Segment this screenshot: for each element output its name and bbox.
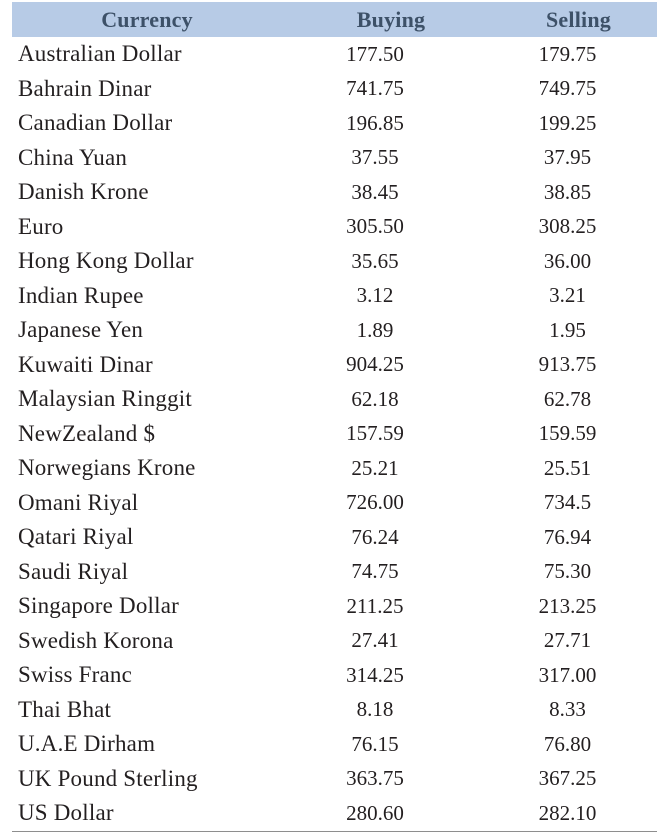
- selling-rate-cell: 749.75: [538, 76, 597, 101]
- buying-rate-cell: 38.45: [351, 179, 399, 204]
- selling-rate-cell: 308.25: [538, 214, 597, 239]
- table-row: [12, 279, 657, 314]
- table-row: [12, 658, 657, 693]
- selling-rate-cell: 8.33: [549, 697, 586, 722]
- table-row: [12, 37, 657, 72]
- currency-name-cell: US Dollar: [12, 796, 282, 831]
- selling-rate-cell: 734.5: [543, 490, 592, 515]
- table-row: [12, 417, 657, 452]
- selling-rate-cell: 199.25: [538, 110, 597, 135]
- table-row: [12, 348, 657, 383]
- table-row: [12, 624, 657, 659]
- buying-rate-cell: 177.50: [346, 41, 404, 66]
- table-row: [12, 313, 657, 348]
- currency-name-cell: Malaysian Ringgit: [18, 386, 192, 412]
- currency-name-cell: Kuwaiti Dinar: [18, 351, 153, 377]
- currency-name-cell: UK Pound Sterling: [18, 765, 198, 791]
- selling-rate-cell: 75.30: [543, 559, 592, 584]
- table-row: [12, 520, 657, 555]
- selling-rate-cell: 25.51: [543, 455, 592, 480]
- selling-rate-cell: 62.78: [543, 386, 592, 411]
- currency-name-cell: Swiss Franc: [18, 662, 133, 688]
- currency-name-cell: Hong Kong Dollar: [18, 248, 194, 274]
- table-row: [12, 555, 657, 590]
- currency-name-cell: Norwegians Krone: [18, 455, 196, 481]
- selling-rate-cell: 1.95: [549, 317, 586, 342]
- buying-rate-cell: 280.60: [282, 796, 500, 831]
- selling-rate-cell: 367.25: [538, 766, 597, 791]
- table-row: [12, 693, 657, 728]
- currency-name-cell: Omani Riyal: [18, 489, 139, 515]
- table-row: [12, 72, 657, 107]
- table-row: [12, 244, 657, 279]
- currency-name-cell: Swedish Korona: [18, 627, 174, 653]
- currency-name-cell: Bahrain Dinar: [18, 75, 152, 101]
- buying-rate-cell: 904.25: [346, 352, 404, 377]
- currency-name-cell: Saudi Riyal: [18, 558, 129, 584]
- table-row: [12, 589, 657, 624]
- buying-rate-cell: 211.25: [346, 593, 404, 618]
- table-row: [12, 762, 657, 797]
- table-row: [12, 141, 657, 176]
- header-buying: Buying: [356, 6, 426, 32]
- table-row: [12, 106, 657, 141]
- table-row: [12, 486, 657, 521]
- selling-rate-cell: 317.00: [538, 662, 597, 687]
- selling-rate-cell: 37.95: [543, 145, 592, 170]
- buying-rate-cell: 363.75: [346, 766, 404, 791]
- buying-rate-cell: 157.59: [346, 421, 404, 446]
- table-row: [12, 451, 657, 486]
- selling-rate-cell: 282.10: [500, 796, 657, 831]
- currency-name-cell: China Yuan: [18, 144, 128, 170]
- buying-rate-cell: 1.89: [356, 317, 394, 342]
- buying-rate-cell: 62.18: [351, 386, 399, 411]
- buying-rate-cell: 741.75: [346, 76, 404, 101]
- selling-rate-cell: 36.00: [543, 248, 592, 273]
- currency-name-cell: NewZealand $: [18, 420, 156, 446]
- currency-name-cell: Indian Rupee: [18, 282, 144, 308]
- header-selling: Selling: [546, 6, 611, 32]
- selling-rate-cell: 27.71: [543, 628, 592, 653]
- table-row: [12, 727, 657, 762]
- currency-name-cell: Danish Krone: [18, 179, 149, 205]
- table-row: [12, 210, 657, 245]
- buying-rate-cell: 314.25: [346, 662, 404, 687]
- buying-rate-cell: 3.12: [356, 283, 394, 308]
- table-header: [12, 2, 657, 37]
- buying-rate-cell: 27.41: [351, 628, 399, 653]
- currency-name-cell: Australian Dollar: [18, 41, 182, 67]
- buying-rate-cell: 76.24: [351, 524, 399, 549]
- selling-rate-cell: 3.21: [549, 283, 586, 308]
- buying-rate-cell: 37.55: [351, 145, 399, 170]
- header-currency: Currency: [101, 6, 193, 32]
- currency-name-cell: U.A.E Dirham: [18, 731, 156, 757]
- buying-rate-cell: 305.50: [346, 214, 404, 239]
- table-body: [12, 37, 657, 831]
- buying-rate-cell: 25.21: [351, 455, 399, 480]
- buying-rate-cell: 76.15: [351, 731, 399, 756]
- buying-rate-cell: 196.85: [346, 110, 404, 135]
- table-row: [12, 382, 657, 417]
- buying-rate-cell: 726.00: [346, 490, 404, 515]
- currency-name-cell: Canadian Dollar: [18, 110, 173, 136]
- buying-rate-cell: 8.18: [356, 697, 394, 722]
- selling-rate-cell: 159.59: [538, 421, 597, 446]
- currency-name-cell: Euro: [18, 213, 64, 239]
- selling-rate-cell: 213.25: [538, 593, 597, 618]
- buying-rate-cell: 35.65: [351, 248, 399, 273]
- table-row: [12, 175, 657, 210]
- exchange-rate-table: [12, 2, 657, 832]
- currency-name-cell: Japanese Yen: [18, 317, 144, 343]
- header-row: [12, 2, 657, 37]
- selling-rate-cell: 179.75: [538, 41, 597, 66]
- table-row: [12, 796, 657, 831]
- currency-name-cell: Singapore Dollar: [18, 593, 179, 619]
- buying-rate-cell: 74.75: [351, 559, 399, 584]
- currency-name-cell: Thai Bhat: [18, 696, 112, 722]
- selling-rate-cell: 38.85: [543, 179, 592, 204]
- selling-rate-cell: 76.94: [543, 524, 592, 549]
- selling-rate-cell: 913.75: [538, 352, 597, 377]
- currency-name-cell: Qatari Riyal: [18, 524, 134, 550]
- selling-rate-cell: 76.80: [543, 731, 592, 756]
